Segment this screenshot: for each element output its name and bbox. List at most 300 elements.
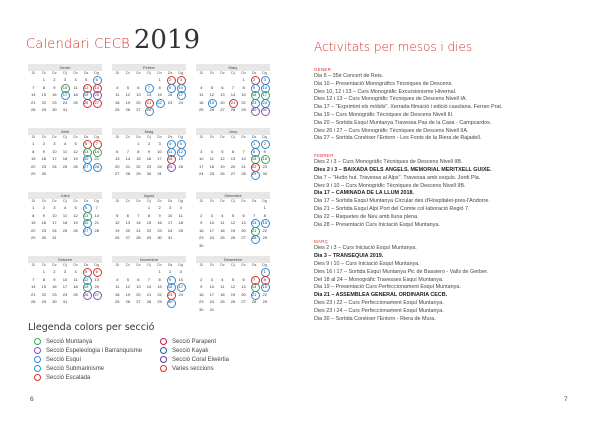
activity-day: 10 (60, 84, 71, 92)
calendar-day: 1 (242, 77, 245, 82)
calendar-day: 26 (125, 107, 131, 113)
calendar-day: 31 (167, 235, 173, 241)
activity-day: 26 (81, 291, 92, 299)
calendar-day: 18 (115, 291, 120, 297)
calendar-day: 9 (147, 148, 151, 154)
calendar-day: 19 (73, 156, 78, 162)
empty-day (207, 76, 218, 84)
empty-day (217, 140, 228, 148)
calendar-day: 5 (126, 276, 129, 282)
calendar-day: 25 (209, 171, 215, 177)
calendar-day: 21 (125, 163, 131, 169)
empty-day (112, 140, 123, 148)
calendar-day: 15 (146, 220, 152, 226)
legend-label: Secció Kayak (172, 347, 209, 354)
activity-entry: Dies 2 i 3 – Curs Iniciació Esquí Muntanya. (314, 245, 417, 252)
weekday-name: Ds (167, 135, 173, 139)
calendar-day: 29 (146, 235, 152, 241)
calendar-day: 19 (220, 163, 225, 169)
calendar-day: 27 (230, 171, 236, 177)
calendar-day: 1 (42, 269, 45, 274)
calendar-day: 29 (41, 107, 47, 113)
weekday-name: Dv (157, 263, 162, 267)
calendar-day: 18 (73, 92, 78, 98)
month-desembre (196, 256, 270, 314)
calendar-day: 5 (221, 148, 224, 154)
activity-entry: Dies 10, 12 i 13 – Curs Monogràfic Excursionisme Hivernal. (314, 88, 457, 95)
calendar-day: 18 (178, 220, 183, 226)
activity-day: 30 (249, 106, 260, 114)
calendar-day: 25 (115, 299, 120, 305)
weekday-name: Dj (147, 199, 151, 203)
legend-item (160, 346, 280, 355)
weekday-name: Dt (210, 263, 214, 267)
calendar-day: 2 (200, 276, 203, 282)
activity-day: 13 (81, 212, 92, 220)
right-page (300, 0, 600, 424)
calendar-day: 22 (241, 99, 246, 105)
empty-day (207, 140, 218, 148)
weekday-name: Dg (178, 71, 183, 75)
calendar-day: 18 (73, 284, 78, 290)
activity-day: 28 (91, 163, 102, 171)
calendar-day: 16 (52, 92, 57, 98)
empty-day (28, 76, 39, 84)
calendar-day: 30 (52, 299, 57, 305)
weekday-name: Dt (126, 199, 130, 203)
calendar-day: 12 (115, 220, 120, 226)
activity-entry: Dia 3 – TRANSEQUIA 2019. (314, 253, 384, 260)
activity-day: 19 (81, 283, 92, 291)
calendar-day: 6 (137, 276, 140, 282)
weekday-name: Dj (231, 71, 235, 75)
weekday-name: Dc (136, 71, 141, 75)
empty-day (196, 268, 207, 276)
calendar-day: 4 (221, 276, 224, 282)
calendar-day: 15 (41, 284, 47, 290)
calendar-day: 3 (158, 141, 161, 146)
weekday-name: Dt (126, 263, 130, 267)
calendar-day: 23 (199, 235, 204, 241)
weekday-name: Dt (126, 71, 130, 75)
calendar-day: 30 (262, 171, 267, 177)
calendar-day: 11 (115, 284, 120, 290)
calendar-day: 23 (167, 99, 173, 105)
weekday-name: Ds (83, 71, 89, 75)
calendar-day: 18 (115, 99, 120, 105)
calendar-day: 17 (209, 291, 215, 297)
month-name: Febrer (112, 64, 186, 71)
legend-circle-icon (160, 365, 167, 372)
empty-day (123, 76, 134, 84)
calendar-day: 7 (147, 276, 151, 282)
calendar-day: 7 (126, 148, 129, 154)
legend-column-1 (34, 337, 154, 382)
empty-day (249, 204, 260, 212)
month-name: Novembre (112, 256, 186, 263)
calendar-day: 26 (178, 163, 183, 169)
calendar-day: 22 (31, 227, 36, 233)
legend-label: Secció Escalada (46, 374, 91, 381)
calendar-day: 26 (125, 299, 131, 305)
calendar-day: 3 (200, 148, 203, 154)
calendar-day: 7 (242, 148, 245, 154)
calendar-day: 29 (41, 299, 47, 305)
activity-entry: Dies 2 i 3 – Curs Monogràfic Tècniques de Descens Nivell IIB. (314, 159, 463, 166)
calendar-day: 4 (74, 269, 77, 274)
weekday-name: Ds (251, 135, 257, 139)
legend-circle-icon (160, 356, 167, 363)
calendar-day: 10 (167, 212, 173, 218)
weekday-name: Dv (73, 71, 78, 75)
empty-day (133, 204, 144, 212)
activity-day: 21 (249, 291, 260, 299)
legend-label: Varies seccions (172, 365, 214, 372)
calendar-day: 8 (42, 276, 45, 282)
activity-day: 10 (259, 84, 270, 92)
activity-entry: Dies 26 i 27 – Curs Monogràfic Tècniques de Descens Nivell IIA. (314, 127, 469, 134)
calendar-day: 18 (62, 220, 68, 226)
activity-day: 21 (249, 227, 260, 235)
calendar-day: 28 (230, 107, 236, 113)
weekday-name: Dv (73, 199, 78, 203)
weekday-name: Dj (231, 199, 235, 203)
activity-entry: Dia 6 – 35è Concert de Reis. (314, 73, 384, 79)
activity-day: 25 (165, 163, 176, 171)
activity-entry: Dia 27 – Sortida Conèixer l'Entorn - Les Fonts de la Riera de Rajadell. (314, 135, 482, 142)
calendar-title-prefix: Calendari CECB (26, 37, 130, 52)
weekday-name: Dg (262, 135, 267, 139)
month-setembre (196, 192, 270, 250)
empty-day (112, 204, 123, 212)
activity-entry: Dia 17 – CAMINADA DE LA LLUM 2018. (314, 190, 414, 197)
weekday-name: Ds (167, 199, 173, 203)
activity-day: 2 (165, 76, 176, 84)
legend-title: Llegenda colors per secció (28, 322, 155, 333)
legend-circle-icon (160, 347, 167, 354)
calendar-day: 2 (42, 205, 45, 210)
calendar-day: 8 (32, 212, 35, 218)
activity-day: 16 (259, 155, 270, 163)
activities-title: Activitats per mesos i dies (314, 40, 473, 54)
calendar-day: 27 (125, 235, 131, 241)
empty-day (123, 140, 134, 148)
calendar-day: 21 (31, 291, 36, 297)
weekday-name: Dt (42, 71, 46, 75)
calendar-day: 21 (31, 99, 36, 105)
calendar-day: 14 (125, 156, 131, 162)
calendar-day: 20 (230, 163, 236, 169)
weekday-name: Dc (220, 199, 225, 203)
activity-day: 15 (259, 283, 270, 291)
calendar-day: 8 (147, 212, 151, 218)
weekday-name: Dt (42, 199, 46, 203)
calendar-day: 3 (53, 205, 56, 210)
calendar-day: 19 (178, 156, 183, 162)
calendar-day: 25 (220, 235, 225, 241)
calendar-day: 20 (136, 99, 141, 105)
calendar-day: 1 (32, 205, 35, 210)
calendar-day: 26 (220, 171, 225, 177)
calendar-day: 7 (32, 84, 35, 90)
empty-day (238, 204, 249, 212)
weekday-name: Dl (199, 263, 203, 267)
calendar-day: 31 (52, 235, 57, 241)
activity-entry: Dia 17 – "Exprimint els mòbils". Xerrada filmació i edició casolana. Ferran Prat. (314, 104, 503, 111)
activity-entry: Dies 12 i 13 – Curs Monogràfic Tècniques de Descens Nivell IA. (314, 96, 468, 103)
empty-day (133, 76, 144, 84)
empty-day (144, 76, 155, 84)
calendar-day: 4 (63, 141, 67, 146)
weekday-name: Ds (83, 135, 89, 139)
calendar-day: 5 (210, 84, 213, 90)
calendar-day: 26 (209, 107, 215, 113)
empty-day (238, 140, 249, 148)
month-days (112, 76, 186, 114)
calendar-day: 16 (199, 227, 204, 233)
weekday-name: Dv (73, 135, 78, 139)
activity-day: 16 (249, 91, 260, 99)
activities-list (314, 66, 584, 332)
calendar-day: 14 (146, 92, 152, 98)
activity-day: 19 (81, 91, 92, 99)
activity-day: 29 (249, 170, 260, 178)
empty-day (228, 76, 239, 84)
activity-entry: Del 18 al 24 – Monogràfic Travesses Esquí Muntanya. (314, 276, 444, 283)
activity-entry: Dia 21 – ASSEMBLEA GENERAL ORDINÀRIA CECB. (314, 292, 448, 299)
legend-label: Secció Esquí (46, 356, 82, 363)
activity-month-març (314, 238, 584, 323)
empty-day (28, 268, 39, 276)
month-name: Agost (112, 192, 186, 199)
calendar-day: 28 (251, 299, 257, 305)
activity-day: 13 (81, 148, 92, 156)
calendar-day: 15 (241, 92, 246, 98)
calendar-day: 16 (41, 220, 47, 226)
calendar-day: 22 (262, 291, 267, 297)
calendar-day: 12 (220, 156, 225, 162)
calendar-day: 28 (31, 107, 36, 113)
calendar-day: 3 (53, 141, 56, 146)
weekday-name: Dl (115, 135, 119, 139)
calendar-day: 5 (231, 276, 235, 282)
calendar-day: 9 (53, 276, 56, 282)
calendar-day: 19 (230, 291, 236, 297)
calendar-day: 15 (31, 156, 36, 162)
calendar-day: 7 (231, 84, 235, 90)
activity-entry: Dia 28 – Presentació Curs Iniciació Esquí Muntanya. (314, 221, 440, 228)
calendar-day: 11 (73, 276, 78, 282)
weekday-name: Dg (262, 71, 267, 75)
activity-day: 9 (165, 276, 176, 284)
month-days (28, 140, 102, 178)
activity-day: 10 (175, 84, 186, 92)
calendar-day: 27 (136, 107, 141, 113)
calendar-day: 12 (73, 212, 78, 218)
weekday-name: Dj (147, 71, 151, 75)
weekday-name: Dg (94, 135, 99, 139)
calendar-day: 5 (126, 84, 129, 90)
calendar-day: 17 (167, 220, 173, 226)
legend-item (34, 355, 154, 364)
month-juny (196, 128, 270, 186)
calendar-day: 23 (146, 163, 152, 169)
weekday-name: Ds (167, 71, 173, 75)
calendar-day: 6 (221, 84, 224, 90)
weekday-name: Dc (136, 135, 141, 139)
calendar-day: 27 (115, 171, 120, 177)
weekday-name: Dj (63, 135, 67, 139)
calendar-day: 8 (158, 276, 161, 282)
calendar-day: 11 (178, 212, 183, 218)
calendar-day: 20 (125, 227, 131, 233)
legend-label: Secció Coral Elwèrtia (172, 356, 230, 363)
calendar-day: 1 (32, 141, 35, 146)
calendar-day: 1 (42, 77, 45, 82)
calendar-day: 15 (157, 284, 162, 290)
calendar-day: 24 (209, 299, 215, 305)
activity-month-febrer (314, 152, 584, 229)
calendar-day: 20 (241, 227, 246, 233)
weekday-name: Dv (157, 199, 162, 203)
calendar-day: 19 (73, 220, 78, 226)
activity-entry: Dia 20 – Sortida Esquí Muntanya Travessa Pas de la Casa - Campcardos. (314, 119, 492, 126)
calendar-title (26, 25, 201, 58)
calendar-day: 16 (157, 220, 162, 226)
calendar-day: 4 (74, 77, 77, 82)
activity-day: 13 (91, 84, 102, 92)
weekday-name: Dt (210, 135, 214, 139)
calendar-day: 3 (63, 269, 67, 274)
activity-day: 12 (81, 84, 92, 92)
activity-day: 3 (259, 76, 270, 84)
weekday-name: Dl (115, 263, 119, 267)
calendar-day: 12 (125, 92, 131, 98)
calendar-day: 19 (125, 99, 131, 105)
activity-day: 19 (207, 99, 218, 107)
calendar-day: 8 (242, 84, 245, 90)
weekday-name: Dj (63, 263, 67, 267)
weekday-name: Dc (220, 71, 225, 75)
weekday-name: Ds (83, 199, 89, 203)
calendar-day: 2 (169, 269, 172, 274)
activity-day: 12 (175, 148, 186, 156)
calendar-day: 27 (241, 235, 246, 241)
month-name: Març (196, 64, 270, 71)
month-gener (28, 64, 102, 122)
activity-day: 20 (91, 91, 102, 99)
legend-circle-icon (160, 338, 167, 345)
activity-day: 22 (154, 99, 165, 107)
weekday-name: Dc (52, 71, 57, 75)
weekday-name: Dv (241, 135, 246, 139)
calendar-day: 10 (199, 156, 204, 162)
calendar-day: 28 (241, 171, 246, 177)
calendar-day: 15 (136, 156, 141, 162)
activity-entry: Dies 23 i 22 – Curs Perfeccionament Esquí Muntanya. (314, 299, 444, 306)
calendar-day: 5 (116, 212, 119, 218)
calendar-day: 21 (241, 163, 246, 169)
calendar-day: 16 (146, 156, 152, 162)
weekday-name: Dl (199, 199, 203, 203)
calendar-day: 13 (136, 284, 141, 290)
calendar-day: 24 (157, 163, 162, 169)
calendar-day: 11 (62, 212, 68, 218)
calendar-day: 25 (62, 163, 68, 169)
calendar-day: 16 (199, 291, 204, 297)
legend-item (160, 364, 280, 373)
calendar-day: 17 (199, 163, 204, 169)
weekday-name: Dl (31, 135, 35, 139)
calendar-day: 22 (41, 291, 47, 297)
calendar-day: 16 (167, 92, 173, 98)
activity-day: 11 (165, 148, 176, 156)
activity-day: 8 (259, 276, 270, 284)
weekday-name: Dt (42, 263, 46, 267)
empty-day (112, 268, 123, 276)
legend-circle-icon (34, 374, 41, 381)
weekday-name: Dv (73, 263, 78, 267)
calendar-day: 10 (209, 284, 215, 290)
activity-entry: Dia 19 – Presentació Curs Perfeccionament Esquí Muntanya. (314, 284, 461, 291)
activity-entry: Dia 30 – Sortida Conèixer l'Entorn - Riera de Mura. (314, 315, 436, 322)
activity-entry: Dies 23 i 24 – Curs Perfeccionament Esquí Muntanya. (314, 307, 444, 314)
calendar-day: 19 (125, 291, 131, 297)
month-days (112, 140, 186, 178)
calendar-day: 12 (125, 284, 131, 290)
calendar-day: 22 (41, 99, 47, 105)
activity-day: 1 (249, 140, 260, 148)
activity-day: 17 (175, 283, 186, 291)
calendar-day: 3 (169, 205, 172, 210)
calendar-day: 23 (41, 163, 47, 169)
calendar-day: 10 (52, 212, 57, 218)
weekday-name: Dv (241, 199, 246, 203)
calendar-day: 18 (199, 99, 204, 105)
calendar-day: 24 (209, 235, 215, 241)
weekday-name: Ds (251, 71, 257, 75)
calendar-day: 13 (220, 92, 225, 98)
legend-label: Secció Submarinisme (46, 365, 105, 372)
calendar-day: 11 (220, 220, 225, 226)
activity-day: 6 (91, 268, 102, 276)
month-days (112, 268, 186, 306)
calendar-day: 10 (52, 148, 57, 154)
calendar-day: 9 (42, 148, 45, 154)
calendar-day: 24 (52, 227, 57, 233)
calendar-day: 15 (157, 92, 162, 98)
calendar-day: 13 (241, 284, 246, 290)
calendar-day: 16 (41, 156, 47, 162)
calendar-day: 15 (41, 92, 47, 98)
month-days (196, 204, 270, 250)
calendar-day: 31 (62, 107, 68, 113)
calendar-day: 23 (52, 291, 57, 297)
calendar-day: 5 (85, 77, 88, 82)
activity-day: 21 (228, 99, 239, 107)
activity-day: 4 (165, 140, 176, 148)
activity-month-label: FEBRER (314, 153, 334, 159)
activity-day: 5 (175, 140, 186, 148)
calendar-day: 7 (253, 212, 256, 218)
calendar-day: 20 (136, 291, 141, 297)
empty-day (228, 268, 239, 276)
calendar-day: 1 (147, 205, 151, 210)
calendar-day: 28 (94, 227, 99, 233)
legend-label: Secció Muntanya (46, 338, 93, 345)
empty-day (249, 268, 260, 276)
calendar-day: 30 (41, 235, 47, 241)
